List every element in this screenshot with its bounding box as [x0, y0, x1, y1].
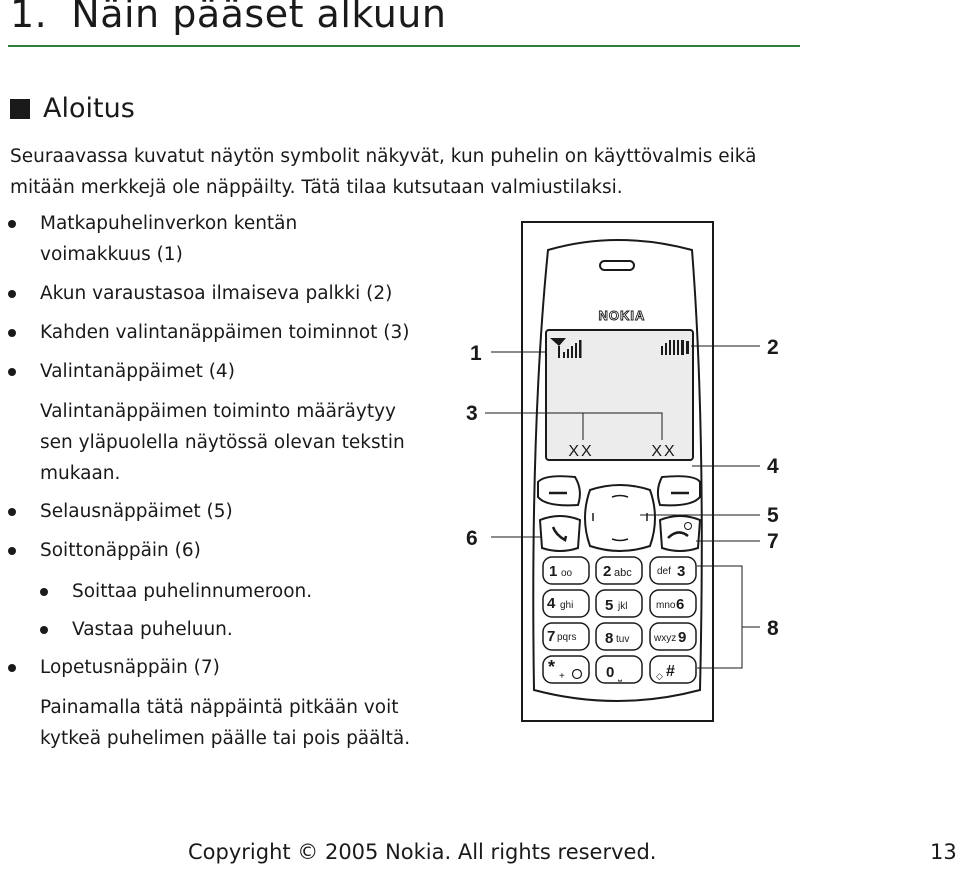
bullet-icon	[8, 508, 16, 516]
key-label-digit: 9	[678, 629, 687, 646]
key-label-digit: 6	[676, 596, 685, 613]
callout-number-6: 6	[466, 527, 478, 550]
bullet-item-call-key	[40, 535, 201, 566]
selection-key-note: Valintanäppäimen toiminto määräytyy sen yläpuolella näytössä olevan tekstin mukaan.	[40, 401, 405, 484]
bullet-icon	[8, 220, 16, 228]
chapter-divider	[8, 45, 800, 47]
key-label-digit: 4	[547, 595, 556, 612]
bullet-text: Lopetusnäppäin (7)	[40, 657, 220, 678]
intro-paragraph: Seuraavassa kuvatut näytön symbolit näkyvät, kun puhelin on käyttövalmis eikä mitään merkkejä ole näppäilty. Tätä tilaa kutsutaan valmiustilaksi.	[10, 146, 757, 198]
sub-bullet-item	[72, 576, 312, 607]
callout-number-3: 3	[466, 402, 478, 425]
bullet-icon	[40, 626, 48, 634]
key-label-digit: #	[666, 663, 675, 680]
section-title	[10, 93, 135, 124]
key-label-sub: abc	[614, 567, 632, 579]
bullet-text: Valintanäppäimet (4)	[40, 361, 235, 382]
callout-number-1: 1	[470, 342, 482, 365]
phone-illustration	[460, 210, 800, 730]
bullet-text: Selausnäppäimet (5)	[40, 501, 233, 522]
key-label-sub: ghi	[560, 600, 574, 611]
key-label-digit: 0	[606, 664, 615, 681]
softkey-right-label: XX	[651, 443, 677, 460]
chapter-title	[10, 0, 446, 36]
bullet-item-selection-keys	[40, 356, 235, 387]
chapter-number: 1.	[10, 0, 48, 36]
section-title-text: Aloitus	[43, 93, 135, 124]
key-label-sub: mno	[656, 600, 676, 611]
sub-bullet-text: Soittaa puhelinnumeroon.	[72, 581, 313, 602]
chapter-title-text: Näin pääset alkuun	[71, 0, 447, 36]
key-label-digit: *	[548, 657, 556, 677]
bullet-item-softkeys	[40, 317, 410, 348]
bullet-icon	[8, 290, 16, 298]
callout-number-8: 8	[767, 617, 779, 640]
section-square-icon	[10, 99, 30, 119]
key-label-sub: pqrs	[557, 632, 577, 643]
key-label-sub: def	[657, 566, 671, 577]
end-key-note: Painamalla tätä näppäintä pitkään voit kytkeä puhelimen päälle tai pois päältä.	[40, 697, 411, 749]
page-number: 13	[930, 840, 957, 864]
key-label-digit: 1	[549, 563, 558, 580]
key-label-sub: tuv	[616, 634, 630, 645]
key-label-digit: 3	[677, 563, 686, 580]
callout-number-4: 4	[767, 455, 779, 478]
bullet-icon	[8, 664, 16, 672]
callout-number-7: 7	[767, 530, 779, 553]
key-label-sub: wxyz	[654, 633, 677, 644]
key-label-sub: ◇	[656, 671, 663, 681]
key-label-digit: 2	[603, 563, 612, 580]
bullet-text-cont: voimakkuus (1)	[40, 244, 183, 265]
bullet-item-end-key	[40, 652, 220, 683]
bullet-text: Soittonäppäin (6)	[40, 540, 201, 561]
bullet-icon	[8, 368, 16, 376]
key-label-sub: jkl	[618, 601, 628, 612]
brand-logo: NOKIA	[598, 308, 646, 323]
callout-number-2: 2	[767, 336, 779, 359]
softkey-left-label: XX	[568, 443, 594, 460]
bullet-icon	[8, 547, 16, 555]
bullet-text: Kahden valintanäppäimen toiminnot (3)	[40, 322, 410, 343]
callout-number-5: 5	[767, 504, 779, 527]
key-label-digit: 8	[605, 630, 614, 647]
key-label-sub: ⎵	[618, 671, 622, 682]
key-label-sub: ᴏᴏ	[561, 568, 573, 579]
bullet-item-signal	[40, 208, 297, 270]
footer-copyright: Copyright © 2005 Nokia. All rights reserved.	[188, 840, 657, 864]
sub-bullet-item	[72, 614, 233, 645]
key-label-digit: 7	[547, 628, 556, 645]
key-label-digit: 5	[605, 597, 614, 614]
bullet-item-scroll-keys	[40, 496, 233, 527]
sub-bullet-text: Vastaa puheluun.	[72, 619, 233, 640]
bullet-item-battery	[40, 278, 392, 309]
bullet-icon	[8, 329, 16, 337]
bullet-icon	[40, 588, 48, 596]
bullet-text: Akun varaustasoa ilmaiseva palkki (2)	[40, 283, 393, 304]
illustration-frame	[522, 222, 713, 721]
key-label-sub: +	[559, 671, 565, 682]
bullet-text: Matkapuhelinverkon kentän	[40, 213, 298, 234]
